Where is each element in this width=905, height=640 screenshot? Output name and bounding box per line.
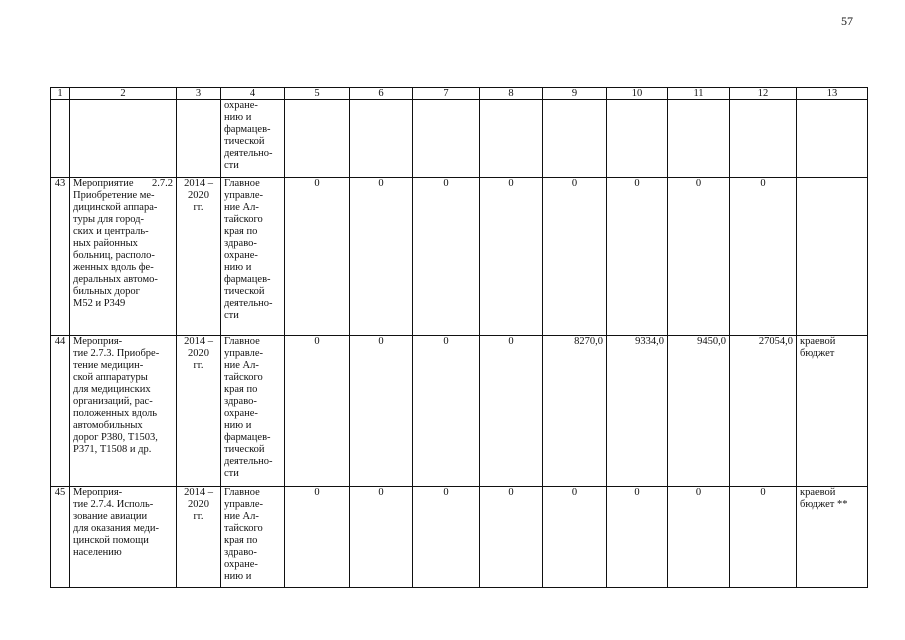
row-number-cell: [51, 100, 70, 178]
value-cell: 0: [413, 178, 480, 336]
value-cell: 0: [480, 178, 543, 336]
executor-cell: Главное управле- ние Ал- тайского края по здраво- охране- нию и фармацев- тической деятельно- сти: [221, 336, 285, 487]
column-number: 3: [177, 88, 221, 100]
column-number: 7: [413, 88, 480, 100]
value-cell: 0: [350, 487, 413, 588]
value-cell: 8270,0: [543, 336, 607, 487]
years-cell: 2014 – 2020 гг.: [177, 487, 221, 588]
column-number: 2: [70, 88, 177, 100]
table-row: [51, 336, 868, 487]
column-number: 6: [350, 88, 413, 100]
value-cell: 0: [350, 178, 413, 336]
column-number: 13: [797, 88, 868, 100]
value-cell: 0: [668, 487, 730, 588]
value-cell: 0: [607, 178, 668, 336]
row-number-cell: 43: [51, 178, 70, 336]
value-cell: 0: [543, 178, 607, 336]
measure-name-cell: Мероприя- тие 2.7.3. Приобре- тение медицин- ской аппаратуры для медицинских организаций, рас- положенных вдоль автомобильных дорог Р380, Т1503, Р371, Т1508 и др.: [70, 336, 177, 487]
value-cell: [730, 100, 797, 178]
value-cell: [668, 100, 730, 178]
column-number: 10: [607, 88, 668, 100]
value-cell: [607, 100, 668, 178]
column-number: 4: [221, 88, 285, 100]
value-cell: 0: [730, 178, 797, 336]
years-cell: 2014 – 2020 гг.: [177, 336, 221, 487]
table-row: [51, 178, 868, 336]
value-cell: 0: [413, 487, 480, 588]
value-cell: 0: [413, 336, 480, 487]
value-cell: 27054,0: [730, 336, 797, 487]
years-cell: [177, 100, 221, 178]
value-cell: 0: [285, 487, 350, 588]
measure-name-cell: Мероприя- тие 2.7.4. Исполь- зование авиации для оказания меди- цинской помощи населению: [70, 487, 177, 588]
years-cell: 2014 – 2020 гг.: [177, 178, 221, 336]
executor-cell: Главное управле- ние Ал- тайского края по здраво- охране- нию и фармацев- тической деятельно- сти: [221, 178, 285, 336]
value-cell: 0: [480, 336, 543, 487]
value-cell: 0: [350, 336, 413, 487]
row-number-cell: 44: [51, 336, 70, 487]
column-number: 9: [543, 88, 607, 100]
value-cell: [285, 100, 350, 178]
value-cell: 0: [480, 487, 543, 588]
funding-source-cell: краевой бюджет **: [797, 487, 868, 588]
value-cell: [480, 100, 543, 178]
column-number: 12: [730, 88, 797, 100]
measures-table: [50, 87, 868, 588]
measure-name-cell: Мероприятие 2.7.2 Приобретение ме- дицинской аппара- туры для город- ских и централь- ных районных больниц, располо- женных вдоль фе- деральных автомо- бильных дорог М52 и Р349: [70, 178, 177, 336]
funding-source-cell: [797, 178, 868, 336]
value-cell: 0: [285, 178, 350, 336]
executor-cell: Главное управле- ние Ал- тайского края по здраво- охране- нию и: [221, 487, 285, 588]
measure-name-cell: [70, 100, 177, 178]
funding-source-cell: [797, 100, 868, 178]
value-cell: [413, 100, 480, 178]
funding-source-cell: краевой бюджет: [797, 336, 868, 487]
value-cell: 0: [730, 487, 797, 588]
value-cell: [543, 100, 607, 178]
value-cell: 9334,0: [607, 336, 668, 487]
value-cell: 0: [285, 336, 350, 487]
column-number-row: [51, 88, 868, 100]
executor-cell: охране- нию и фармацев- тической деятельно- сти: [221, 100, 285, 178]
column-number: 11: [668, 88, 730, 100]
column-number: 5: [285, 88, 350, 100]
row-number-cell: 45: [51, 487, 70, 588]
table-row-continuation: [51, 100, 868, 178]
page-number: 57: [841, 14, 853, 28]
value-cell: [350, 100, 413, 178]
column-number: 8: [480, 88, 543, 100]
value-cell: 0: [668, 178, 730, 336]
value-cell: 0: [543, 487, 607, 588]
value-cell: 9450,0: [668, 336, 730, 487]
table-row: [51, 487, 868, 588]
column-number: 1: [51, 88, 70, 100]
value-cell: 0: [607, 487, 668, 588]
